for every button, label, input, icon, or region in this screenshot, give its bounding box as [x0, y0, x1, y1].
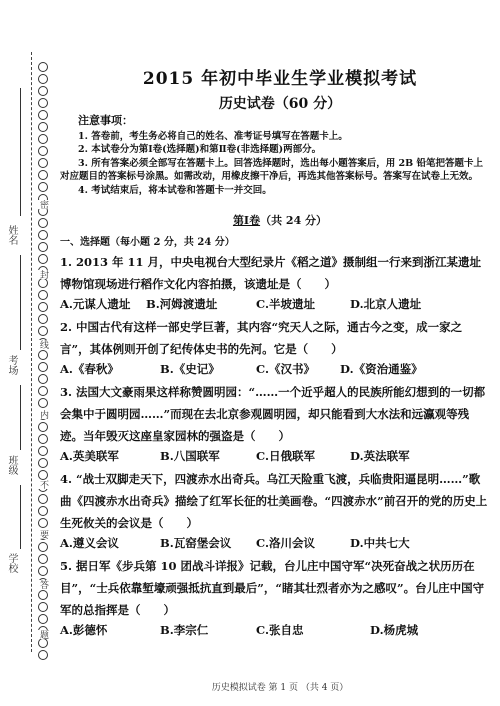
question-4-stem: 4. “战士双脚走天下，四渡赤水出奇兵。乌江天险重飞渡，兵临贵阳逼昆明……”歌曲《四渡赤水出奇兵》描绘了红军长征的壮美画卷。“四渡赤水”前召开的党的历史上生死攸关的会议是（ ） — [60, 472, 488, 530]
option-b: B.瓦窑堡会议 — [160, 536, 232, 550]
question-1-options — [60, 296, 490, 316]
option-b: B.《史记》 — [160, 362, 220, 376]
question-2-stem: 2. 中国古代有这样一部史学巨著，其内容“究天人之际，通古今之变，成一家之言”，其体例则开创了纪传体史书的先河。它是（ ） — [60, 320, 463, 356]
notes-block — [60, 114, 485, 197]
option-d: D.中共七大 — [350, 536, 410, 550]
seal-circle — [38, 122, 48, 132]
section-score: （共 24 分） — [260, 214, 328, 227]
option-a: A.遵义会议 — [60, 536, 119, 550]
option-d: D.杨虎城 — [370, 623, 419, 637]
seal-word: 内 — [34, 410, 48, 419]
section-heading — [60, 212, 500, 228]
seal-circle — [38, 350, 48, 360]
option-a: A.元谋人遗址 — [60, 297, 131, 311]
seal-circle — [38, 506, 48, 516]
seal-circle — [38, 362, 48, 372]
name-field-line — [20, 88, 21, 216]
seal-circle — [38, 86, 48, 96]
name-field-label: 姓名 — [6, 225, 17, 245]
seal-circle — [38, 554, 48, 564]
option-d: D.北京人遗址 — [350, 297, 422, 311]
question-4-options — [60, 535, 490, 555]
seal-circle — [38, 374, 48, 384]
note-item: 2. 本试卷分为第Ⅰ卷(选择题)和第Ⅱ卷(非选择题)两部分。 — [78, 144, 322, 155]
seal-circle — [38, 446, 48, 456]
question-2-options — [60, 361, 490, 381]
class-field-line — [20, 385, 21, 450]
seal-circle — [38, 422, 48, 432]
exam-subtitle: 历史试卷（60 分） — [218, 96, 342, 112]
exam-room-field-label: 考场 — [6, 355, 17, 375]
seal-word: 封 — [34, 270, 48, 279]
option-c: C.半坡遗址 — [256, 297, 315, 311]
seal-circle — [38, 230, 48, 240]
note-item: 4. 考试结束后，将本试卷和答题卡一并交回。 — [78, 184, 272, 196]
seal-circle — [38, 182, 48, 192]
seal-circle — [38, 110, 48, 120]
seal-circle — [38, 542, 48, 552]
seal-word: 题 — [34, 630, 48, 639]
page-footer: 历史模拟试卷 第 1 页 （共 4 页） — [211, 683, 349, 693]
school-field-label: 学校 — [6, 553, 17, 573]
option-b: B.李宗仁 — [160, 623, 209, 637]
seal-circle — [38, 518, 48, 528]
seal-circle — [38, 146, 48, 156]
option-c: C.《汉书》 — [256, 362, 315, 376]
seal-circle — [38, 614, 48, 624]
seal-line — [31, 52, 32, 652]
seal-circle — [38, 470, 48, 480]
seal-circle — [38, 590, 48, 600]
seal-word: 密 — [34, 200, 48, 209]
seal-circle — [38, 494, 48, 504]
seal-circle — [38, 218, 48, 228]
option-c: C.日俄联军 — [256, 449, 315, 463]
seal-word: 要 — [34, 530, 48, 539]
note-item: 1. 答卷前，考生务必将自己的姓名、准考证号填写在答题卡上。 — [78, 130, 348, 142]
option-c: C.洛川会议 — [256, 536, 315, 550]
seal-circle — [38, 326, 48, 336]
seal-circle — [38, 566, 48, 576]
option-a: A.《春秋》 — [60, 362, 119, 376]
seal-circle — [38, 98, 48, 108]
seal-circle — [38, 434, 48, 444]
exam-title: 2015 年初中毕业生学业模拟考试 — [142, 69, 418, 89]
question-5-stem: 5. 据日军《步兵第 10 团战斗详报》记载，台儿庄中国守军“决死奋战之状历历在目”，“士兵依靠堑壕顽强抵抗直到最后”，“睹其壮烈者亦为之感叹”。台儿庄中国守军的总指挥是（ ） — [60, 559, 485, 617]
seal-circle — [38, 386, 48, 396]
seal-circle — [38, 458, 48, 468]
seal-circle — [38, 242, 48, 252]
seal-circle — [38, 158, 48, 168]
question-5-options — [60, 622, 490, 642]
part-heading: 一、选择题（每小题 2 分，共 24 分） — [60, 237, 235, 248]
seal-word: 不 — [34, 480, 48, 489]
note-item: 3. 所有答案必须全部写在答题卡上。回答选择题时，选出每小题答案后，用 2B 铅笔把答题卡上对应题目的答案标号涂黑。如需改动，用橡皮擦干净后，再选其他答案标号。答案写在试卷上无效。 — [60, 157, 483, 182]
seal-circle — [38, 134, 48, 144]
seal-circle — [38, 290, 48, 300]
option-a: A.彭德怀 — [60, 623, 108, 637]
seal-circle — [38, 602, 48, 612]
option-b: B.河姆渡遗址 — [146, 297, 218, 311]
seal-circle — [38, 170, 48, 180]
seal-circle — [38, 74, 48, 84]
question-3-options — [60, 448, 490, 468]
option-c: C.张自忠 — [256, 623, 304, 637]
seal-circle — [38, 254, 48, 264]
section-prefix: 第Ⅰ卷 — [232, 214, 261, 227]
binding-margin — [0, 0, 60, 706]
exam-page — [60, 0, 492, 706]
seal-circle — [38, 314, 48, 324]
school-field-line — [20, 485, 21, 549]
option-d: D.英法联军 — [350, 449, 410, 463]
exam-room-field-line — [20, 255, 21, 350]
seal-circles — [38, 0, 50, 706]
seal-circle — [38, 398, 48, 408]
question-3-stem: 3. 法国大文豪雨果这样称赞圆明园：“……一个近乎超人的民族所能幻想到的一切都会集中于圆明园……”而现在去北京参观圆明园，却只能看到大水法和远瀛观等残迹。当年毁灭这座皇家园林的强盗是（ ） — [60, 385, 486, 443]
seal-circle — [38, 650, 48, 660]
seal-circle — [38, 302, 48, 312]
seal-word: 答 — [34, 580, 48, 589]
option-b: B.八国联军 — [160, 449, 220, 463]
option-d: D.《资治通鉴》 — [340, 362, 423, 376]
question-1-stem: 1. 2013 年 11 月，中央电视台大型纪录片《稻之道》摄制组一行来到浙江某遗址博物馆现场进行稻作文化内容拍摄，该遗址是（ ） — [60, 255, 482, 291]
seal-circle — [38, 638, 48, 648]
class-field-label: 班级 — [6, 455, 17, 475]
seal-circle — [38, 278, 48, 288]
seal-circle — [38, 62, 48, 72]
option-a: A.英美联军 — [60, 449, 119, 463]
seal-word: 线 — [34, 340, 48, 349]
notes-heading: 注意事项： — [78, 114, 133, 127]
